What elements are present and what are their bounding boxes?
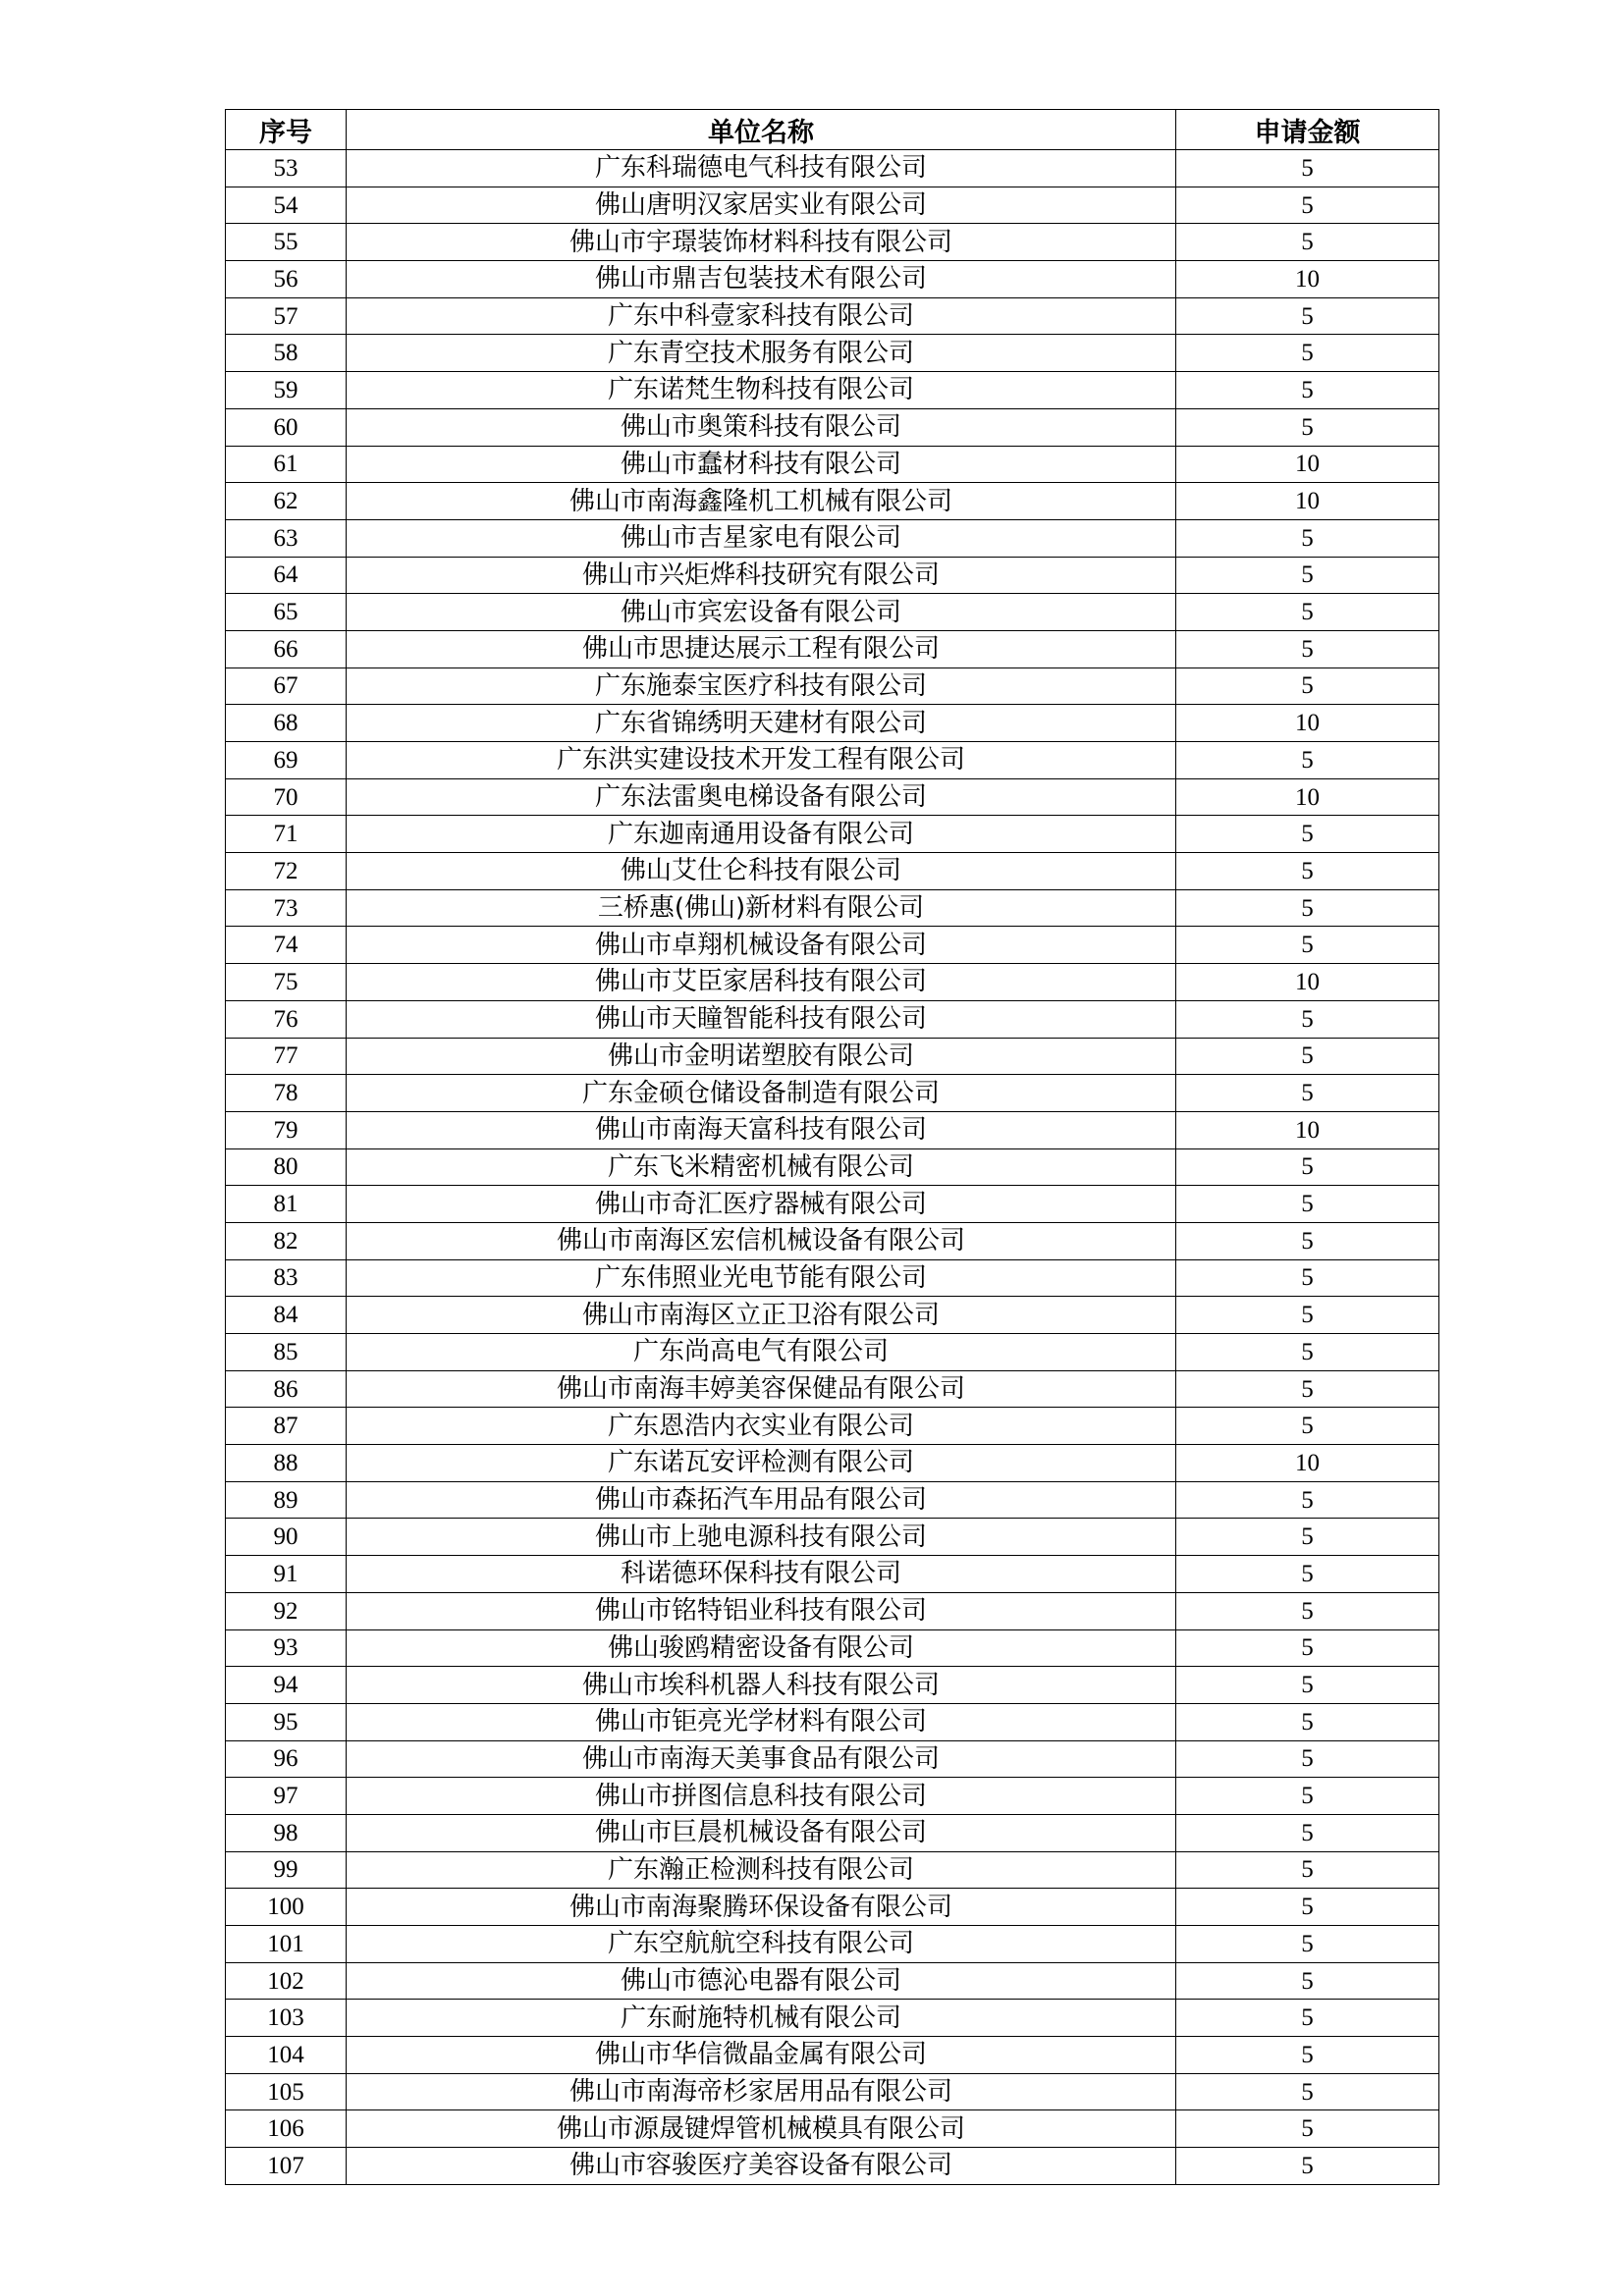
table-row [226,1629,1439,1667]
table-row [226,1667,1439,1704]
cell-amount: 5 [1176,408,1439,446]
cell-amount: 5 [1176,1408,1439,1445]
cell-amount: 5 [1176,1556,1439,1593]
table-row [226,483,1439,520]
cell-company-name: 科诺德环保科技有限公司 [347,1556,1176,1593]
table-row [226,2148,1439,2185]
cell-serial: 88 [226,1445,347,1482]
cell-company-name: 佛山市奇汇医疗器械有限公司 [347,1186,1176,1223]
cell-amount: 5 [1176,1962,1439,2000]
cell-serial: 97 [226,1778,347,1815]
cell-company-name: 佛山市蠢材科技有限公司 [347,446,1176,483]
table-row [226,1889,1439,1926]
cell-company-name: 佛山市南海鑫隆机工机械有限公司 [347,483,1176,520]
cell-serial: 65 [226,594,347,631]
cell-amount: 5 [1176,630,1439,667]
cell-serial: 77 [226,1038,347,1075]
cell-amount: 5 [1176,742,1439,779]
cell-company-name: 佛山市兴炬烨科技研究有限公司 [347,557,1176,594]
cell-amount: 5 [1176,1038,1439,1075]
cell-amount: 5 [1176,224,1439,261]
cell-amount: 10 [1176,261,1439,298]
table-row [226,1334,1439,1371]
cell-company-name: 佛山市南海丰婷美容保健品有限公司 [347,1370,1176,1408]
cell-serial: 91 [226,1556,347,1593]
cell-company-name: 广东金硕仓储设备制造有限公司 [347,1075,1176,1112]
cell-amount: 5 [1176,2073,1439,2110]
cell-serial: 60 [226,408,347,446]
cell-company-name: 佛山市宾宏设备有限公司 [347,594,1176,631]
cell-amount: 10 [1176,446,1439,483]
table-row [226,778,1439,816]
cell-amount: 5 [1176,2110,1439,2148]
cell-company-name: 广东青空技术服务有限公司 [347,335,1176,372]
cell-company-name: 广东诺瓦安评检测有限公司 [347,1445,1176,1482]
cell-amount: 5 [1176,150,1439,187]
cell-serial: 69 [226,742,347,779]
table-row [226,1408,1439,1445]
table-row [226,557,1439,594]
cell-serial: 95 [226,1703,347,1740]
cell-amount: 5 [1176,297,1439,335]
cell-amount: 5 [1176,335,1439,372]
cell-serial: 105 [226,2073,347,2110]
table-row [226,2073,1439,2110]
table-row [226,1592,1439,1629]
cell-company-name: 佛山市德沁电器有限公司 [347,1962,1176,2000]
cell-company-name: 广东施泰宝医疗科技有限公司 [347,667,1176,705]
table-row [226,1222,1439,1259]
table-row [226,1481,1439,1519]
table-row [226,1111,1439,1148]
table-row [226,1519,1439,1556]
table-row [226,335,1439,372]
cell-amount: 5 [1176,2037,1439,2074]
cell-company-name: 佛山市宇璟装饰材料科技有限公司 [347,224,1176,261]
cell-company-name: 广东科瑞德电气科技有限公司 [347,150,1176,187]
table-row [226,853,1439,890]
table-row [226,964,1439,1001]
table-row [226,1297,1439,1334]
cell-amount: 5 [1176,1629,1439,1667]
cell-serial: 63 [226,519,347,557]
cell-company-name: 佛山市南海区立正卫浴有限公司 [347,1297,1176,1334]
table-row [226,2110,1439,2148]
cell-serial: 93 [226,1629,347,1667]
cell-company-name: 三桥惠(佛山)新材料有限公司 [347,889,1176,927]
cell-amount: 5 [1176,667,1439,705]
cell-serial: 100 [226,1889,347,1926]
table-row [226,446,1439,483]
cell-amount: 5 [1176,927,1439,964]
cell-serial: 68 [226,705,347,742]
cell-company-name: 佛山艾仕仑科技有限公司 [347,853,1176,890]
cell-serial: 57 [226,297,347,335]
cell-serial: 86 [226,1370,347,1408]
cell-company-name: 佛山市南海聚腾环保设备有限公司 [347,1889,1176,1926]
table-row [226,150,1439,187]
cell-serial: 71 [226,816,347,853]
cell-serial: 72 [226,853,347,890]
cell-serial: 83 [226,1259,347,1297]
cell-company-name: 佛山市卓翔机械设备有限公司 [347,927,1176,964]
cell-amount: 5 [1176,1297,1439,1334]
table-row [226,816,1439,853]
table-row [226,889,1439,927]
table-row [226,372,1439,409]
cell-company-name: 佛山市南海帝杉家居用品有限公司 [347,2073,1176,2110]
cell-amount: 10 [1176,705,1439,742]
cell-company-name: 佛山市奥策科技有限公司 [347,408,1176,446]
cell-company-name: 佛山市南海天美事食品有限公司 [347,1740,1176,1778]
cell-amount: 5 [1176,1592,1439,1629]
cell-amount: 10 [1176,778,1439,816]
table-row [226,742,1439,779]
table-row [226,1778,1439,1815]
cell-serial: 90 [226,1519,347,1556]
table-row [226,630,1439,667]
cell-company-name: 佛山市南海区宏信机械设备有限公司 [347,1222,1176,1259]
cell-serial: 55 [226,224,347,261]
cell-company-name: 广东中科壹家科技有限公司 [347,297,1176,335]
cell-serial: 70 [226,778,347,816]
cell-amount: 5 [1176,1075,1439,1112]
table-row [226,408,1439,446]
cell-company-name: 广东尚高电气有限公司 [347,1334,1176,1371]
table-row [226,1962,1439,2000]
cell-amount: 5 [1176,853,1439,890]
table-row [226,1075,1439,1112]
cell-amount: 5 [1176,1926,1439,1963]
table-row [226,1740,1439,1778]
cell-amount: 10 [1176,1111,1439,1148]
table-body [226,150,1439,2185]
cell-company-name: 广东洪实建设技术开发工程有限公司 [347,742,1176,779]
cell-amount: 5 [1176,1889,1439,1926]
cell-serial: 61 [226,446,347,483]
cell-serial: 102 [226,1962,347,2000]
cell-serial: 54 [226,187,347,224]
cell-company-name: 广东迦南通用设备有限公司 [347,816,1176,853]
cell-serial: 106 [226,2110,347,2148]
cell-company-name: 广东飞米精密机械有限公司 [347,1148,1176,1186]
cell-serial: 104 [226,2037,347,2074]
header-row [226,110,1439,150]
cell-amount: 5 [1176,1334,1439,1371]
cell-serial: 89 [226,1481,347,1519]
table-row [226,1445,1439,1482]
cell-serial: 96 [226,1740,347,1778]
cell-company-name: 佛山市拼图信息科技有限公司 [347,1778,1176,1815]
cell-amount: 5 [1176,372,1439,409]
table-row [226,187,1439,224]
cell-serial: 101 [226,1926,347,1963]
cell-serial: 73 [226,889,347,927]
cell-serial: 87 [226,1408,347,1445]
cell-amount: 5 [1176,1519,1439,1556]
cell-company-name: 广东空航航空科技有限公司 [347,1926,1176,1963]
table-row [226,1814,1439,1851]
cell-amount: 5 [1176,1481,1439,1519]
cell-serial: 99 [226,1851,347,1889]
table-row [226,519,1439,557]
cell-company-name: 佛山市钜亮光学材料有限公司 [347,1703,1176,1740]
cell-serial: 78 [226,1075,347,1112]
cell-amount: 10 [1176,483,1439,520]
cell-company-name: 佛山市华信微晶金属有限公司 [347,2037,1176,2074]
cell-amount: 5 [1176,1259,1439,1297]
cell-company-name: 佛山市艾臣家居科技有限公司 [347,964,1176,1001]
cell-serial: 80 [226,1148,347,1186]
cell-amount: 5 [1176,1186,1439,1223]
cell-company-name: 广东耐施特机械有限公司 [347,2000,1176,2037]
cell-company-name: 佛山市森拓汽车用品有限公司 [347,1481,1176,1519]
header-company-name: 单位名称 [347,110,1176,150]
table-row [226,1186,1439,1223]
cell-amount: 5 [1176,557,1439,594]
cell-amount: 10 [1176,1445,1439,1482]
table-header [226,110,1439,150]
table-row [226,1851,1439,1889]
cell-amount: 5 [1176,187,1439,224]
cell-serial: 103 [226,2000,347,2037]
cell-serial: 56 [226,261,347,298]
cell-amount: 5 [1176,1370,1439,1408]
cell-company-name: 广东诺梵生物科技有限公司 [347,372,1176,409]
cell-serial: 107 [226,2148,347,2185]
cell-company-name: 佛山市源晟键焊管机械模具有限公司 [347,2110,1176,2148]
table-row [226,1038,1439,1075]
cell-serial: 85 [226,1334,347,1371]
cell-serial: 76 [226,1000,347,1038]
cell-serial: 84 [226,1297,347,1334]
cell-serial: 58 [226,335,347,372]
table-row [226,1370,1439,1408]
cell-amount: 5 [1176,1222,1439,1259]
table-row [226,1000,1439,1038]
table-row [226,1556,1439,1593]
cell-amount: 5 [1176,2148,1439,2185]
cell-serial: 66 [226,630,347,667]
cell-company-name: 佛山市容骏医疗美容设备有限公司 [347,2148,1176,2185]
cell-serial: 74 [226,927,347,964]
cell-company-name: 佛山市南海天富科技有限公司 [347,1111,1176,1148]
cell-serial: 82 [226,1222,347,1259]
cell-serial: 64 [226,557,347,594]
cell-amount: 5 [1176,1148,1439,1186]
cell-company-name: 佛山骏鸥精密设备有限公司 [347,1629,1176,1667]
cell-amount: 5 [1176,594,1439,631]
header-serial: 序号 [226,110,347,150]
table-row [226,261,1439,298]
table-row [226,594,1439,631]
cell-serial: 53 [226,150,347,187]
cell-amount: 5 [1176,889,1439,927]
cell-amount: 5 [1176,1740,1439,1778]
cell-serial: 75 [226,964,347,1001]
cell-amount: 5 [1176,816,1439,853]
cell-amount: 5 [1176,1778,1439,1815]
cell-amount: 5 [1176,1851,1439,1889]
cell-company-name: 佛山市鼎吉包装技术有限公司 [347,261,1176,298]
table-row [226,2000,1439,2037]
table-row [226,224,1439,261]
cell-amount: 5 [1176,1000,1439,1038]
cell-company-name: 佛山市上驰电源科技有限公司 [347,1519,1176,1556]
cell-company-name: 佛山市巨晨机械设备有限公司 [347,1814,1176,1851]
cell-company-name: 广东瀚正检测科技有限公司 [347,1851,1176,1889]
cell-company-name: 广东法雷奥电梯设备有限公司 [347,778,1176,816]
cell-amount: 5 [1176,1667,1439,1704]
cell-serial: 92 [226,1592,347,1629]
cell-serial: 98 [226,1814,347,1851]
table-row [226,1259,1439,1297]
cell-serial: 94 [226,1667,347,1704]
cell-serial: 79 [226,1111,347,1148]
table-row [226,705,1439,742]
cell-amount: 5 [1176,1703,1439,1740]
cell-amount: 5 [1176,519,1439,557]
cell-company-name: 广东伟照业光电节能有限公司 [347,1259,1176,1297]
cell-serial: 81 [226,1186,347,1223]
cell-serial: 67 [226,667,347,705]
applicant-table [225,109,1439,2185]
header-amount: 申请金额 [1176,110,1439,150]
table-row [226,667,1439,705]
cell-amount: 10 [1176,964,1439,1001]
cell-company-name: 佛山市吉星家电有限公司 [347,519,1176,557]
table-row [226,1926,1439,1963]
table-row [226,1148,1439,1186]
cell-company-name: 广东省锦绣明天建材有限公司 [347,705,1176,742]
table-row [226,2037,1439,2074]
cell-company-name: 佛山市铭特铝业科技有限公司 [347,1592,1176,1629]
cell-company-name: 佛山市金明诺塑胶有限公司 [347,1038,1176,1075]
table-row [226,297,1439,335]
cell-serial: 59 [226,372,347,409]
cell-company-name: 佛山市埃科机器人科技有限公司 [347,1667,1176,1704]
cell-amount: 5 [1176,2000,1439,2037]
cell-company-name: 佛山唐明汉家居实业有限公司 [347,187,1176,224]
cell-amount: 5 [1176,1814,1439,1851]
cell-serial: 62 [226,483,347,520]
table-row [226,1703,1439,1740]
cell-company-name: 广东恩浩内衣实业有限公司 [347,1408,1176,1445]
table-row [226,927,1439,964]
cell-company-name: 佛山市天瞳智能科技有限公司 [347,1000,1176,1038]
cell-company-name: 佛山市思捷达展示工程有限公司 [347,630,1176,667]
